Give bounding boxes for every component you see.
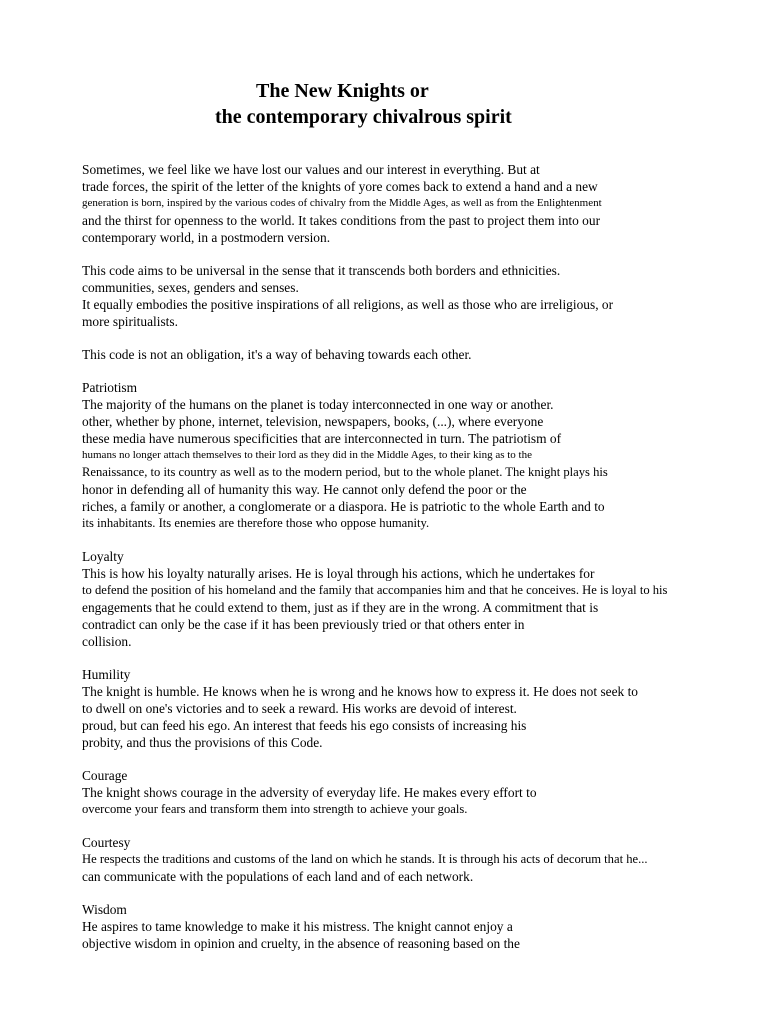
- text-line: contemporary world, in a postmodern version.: [82, 230, 331, 245]
- universal-paragraph: [82, 262, 762, 330]
- text-line: engagements that he could extend to them, just as if they are in the wrong. A commitment that is: [82, 600, 599, 615]
- text-line: to defend the position of his homeland and the family that accompanies him and that he conceives. He is loyal to his: [82, 583, 668, 597]
- text-line: He respects the traditions and customs of the land on which he stands. It is through his acts of decorum that he...: [82, 852, 648, 866]
- text-line: collision.: [82, 634, 132, 649]
- section-courage: [82, 767, 762, 818]
- section-loyalty: [82, 548, 762, 650]
- section-heading: Patriotism: [82, 380, 138, 395]
- text-line: probity, and thus the provisions of this Code.: [82, 735, 323, 750]
- section-heading: Loyalty: [82, 549, 124, 564]
- document-title-line-1: The New Knights or: [256, 80, 429, 102]
- section-heading: Courtesy: [82, 835, 131, 850]
- text-line: riches, a family or another, a conglomerate or a diaspora. He is patriotic to the whole Earth and to: [82, 499, 605, 514]
- text-line: and the thirst for openness to the world. It takes conditions from the past to project them into our: [82, 213, 601, 228]
- intro-paragraph: [82, 161, 762, 246]
- text-line: its inhabitants. Its enemies are therefore those who oppose humanity.: [82, 516, 430, 530]
- section-wisdom: [82, 901, 762, 952]
- text-line: This code is not an obligation, it's a way of behaving towards each other.: [82, 347, 472, 362]
- text-line: It equally embodies the positive inspirations of all religions, as well as those who are irreligious, or: [82, 297, 614, 312]
- text-line: other, whether by phone, internet, television, newspapers, books, (...), where everyone: [82, 414, 544, 429]
- document-body: [82, 161, 762, 968]
- section-humility: [82, 666, 762, 751]
- section-heading: Humility: [82, 667, 131, 682]
- text-line: The knight shows courage in the adversity of everyday life. He makes every effort to: [82, 785, 537, 800]
- text-line: more spiritualists.: [82, 314, 178, 329]
- text-line: objective wisdom in opinion and cruelty, in the absence of reasoning based on the: [82, 936, 520, 951]
- text-line: Renaissance, to its country as well as to the modern period, but to the whole planet. The knight plays his: [82, 465, 608, 479]
- text-line: This code aims to be universal in the sense that it transcends both borders and ethnicities.: [82, 263, 561, 278]
- text-line: overcome your fears and transform them into strength to achieve your goals.: [82, 802, 468, 816]
- text-line: The majority of the humans on the planet is today interconnected in one way or another.: [82, 397, 554, 412]
- section-heading: Courage: [82, 768, 128, 783]
- text-line: proud, but can feed his ego. An interest that feeds his ego consists of increasing his: [82, 718, 527, 733]
- text-line: contradict can only be the case if it has been previously tried or that others enter in: [82, 617, 525, 632]
- text-line: these media have numerous specificities that are interconnected in turn. The patriotism of: [82, 431, 562, 446]
- section-courtesy: [82, 834, 762, 885]
- section-heading: Wisdom: [82, 902, 127, 917]
- document-title-line-2: the contemporary chivalrous spirit: [215, 106, 512, 128]
- text-line: honor in defending all of humanity this way. He cannot only defend the poor or the: [82, 482, 527, 497]
- text-line: humans no longer attach themselves to their lord as they did in the Middle Ages, to their king as to the: [82, 449, 532, 461]
- section-patriotism: [82, 379, 762, 532]
- text-line: The knight is humble. He knows when he is wrong and he knows how to express it. He does not seek to: [82, 684, 638, 699]
- text-line: He aspires to tame knowledge to make it his mistress. The knight cannot enjoy a: [82, 919, 513, 934]
- text-line: trade forces, the spirit of the letter of the knights of yore comes back to extend a hand and a new: [82, 179, 598, 194]
- obligation-paragraph: [82, 346, 762, 363]
- text-line: can communicate with the populations of each land and of each network.: [82, 869, 474, 884]
- text-line: communities, sexes, genders and senses.: [82, 280, 299, 295]
- text-line: to dwell on one's victories and to seek a reward. His works are devoid of interest.: [82, 701, 517, 716]
- text-line: This is how his loyalty naturally arises. He is loyal through his actions, which he undertakes for: [82, 566, 595, 581]
- text-line: generation is born, inspired by the various codes of chivalry from the Middle Ages, as well as from the Enlightenment: [82, 197, 602, 209]
- text-line: Sometimes, we feel like we have lost our values and our interest in everything. But at: [82, 162, 540, 177]
